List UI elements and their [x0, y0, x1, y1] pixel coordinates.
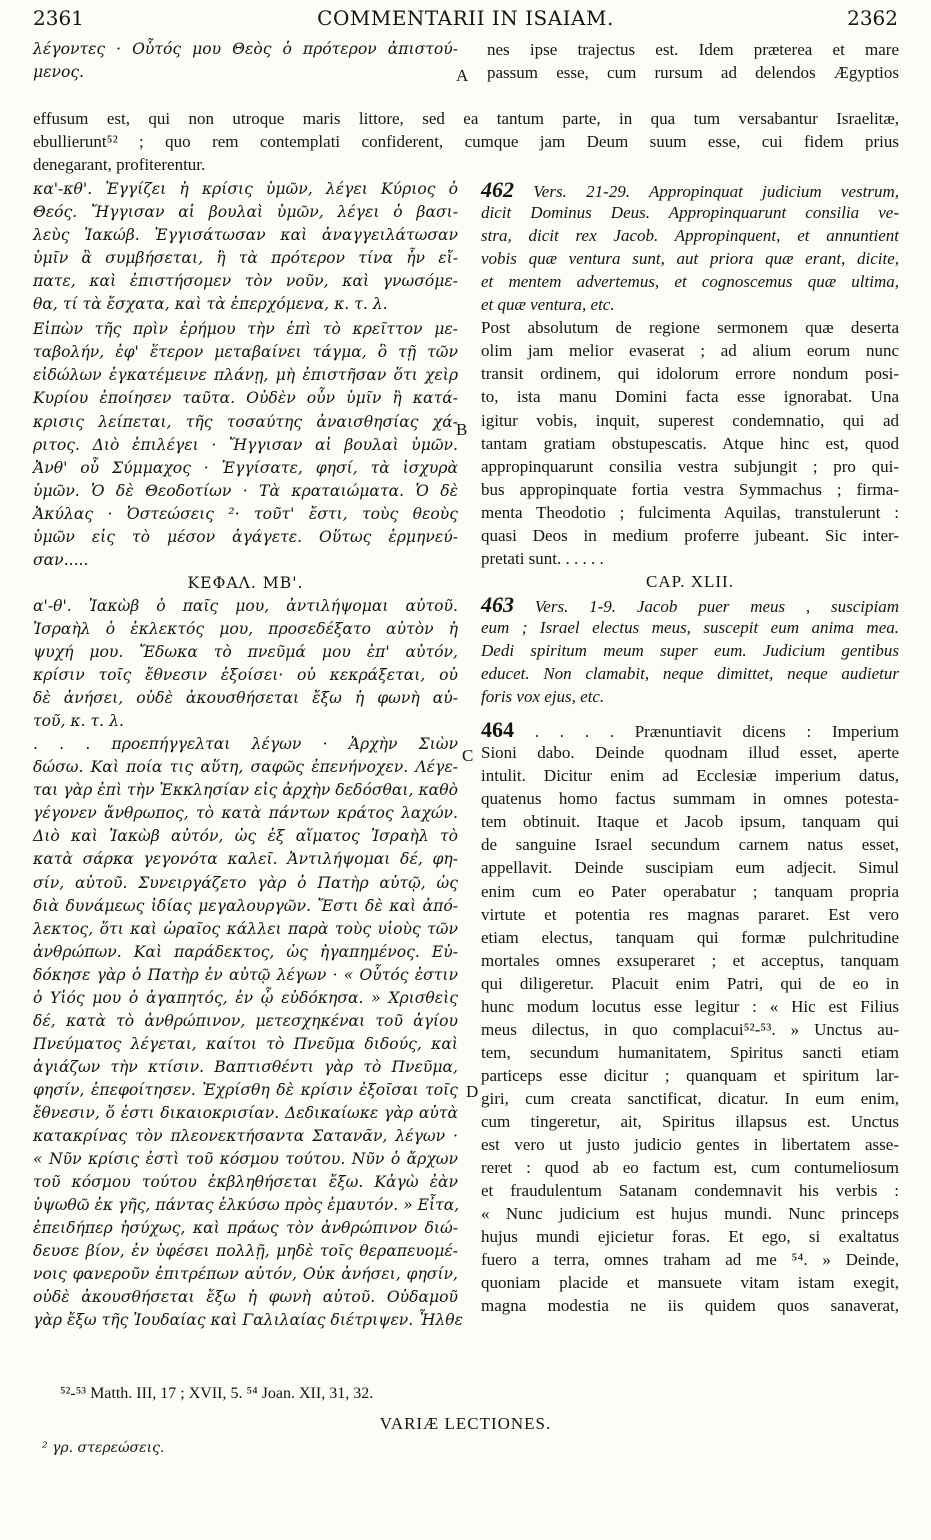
latin-line: quatenus homo factus summam in omnes potesta- — [481, 789, 899, 809]
latin-line: to, ista manu Domini facta esse ignorabat. Una — [481, 387, 899, 407]
latin-line: Sioni dabo. Deinde quodnam illud esset, aperte — [481, 743, 899, 763]
chapter-heading-latin: CAP. XLII. — [646, 571, 734, 591]
latin-line: meus dilectus, in quo complacui⁵²-⁵³. » Unctus au- — [481, 1019, 899, 1039]
latin-line: mortales omnes exsuperaret ; et acceptus, tanquam — [481, 950, 899, 970]
greek-line: τοῦ, κ. τ. λ. — [33, 712, 124, 731]
latin-line: pretati sunt. . . . . . — [481, 548, 604, 568]
greek-line: ὑμῖν ἃ συμβήσεται, ἢ τὰ πρότερον τίνα ἦν εἴ- — [33, 249, 458, 268]
latin-line: giri, cum creata sanctificat, dicatur. In eum enim, — [481, 1088, 899, 1108]
margin-letter-a: A — [456, 66, 469, 85]
greek-line: ἐπειδήπερ ἡσύχως, καὶ πράως τὸν ἀνθρώπινον διώ- — [33, 1219, 458, 1238]
footnote-references: ⁵²-⁵³ Matth. III, 17 ; XVII, 5. ⁵⁴ Joan. XII, 31, 32. — [60, 1385, 374, 1402]
latin-line: enim cum eo Pater operabatur ; tanquam propria — [481, 881, 899, 901]
latin-line: est vero ut justo judicio gentes in libertatem asse- — [481, 1135, 899, 1155]
greek-line: σίν, αὐτοῦ. Συνειργάζετο γὰρ ὁ Πατὴρ αὐτῷ, ὡς — [33, 873, 458, 892]
greek-line: λεὺς Ἰακώβ. Ἐγγισάτωσαν καὶ ἀναγγειλάτωσαν — [33, 226, 458, 245]
variae-lectiones-note: ² γρ. στερεώσεις. — [42, 1440, 165, 1456]
greek-line: φησίν, ἐπεφοίτησεν. Ἐχρίσθη δὲ κρίσιν ἐξοῖσαι τοῖς — [33, 1080, 458, 1099]
greek-line: α'-θ'. Ἰακὼβ ὁ παῖς μου, ἀντιλήψομαι αὐτοῦ. — [33, 596, 458, 615]
latin-line: cum tingeretur, ait, Spiritus illapsus est. Unctus — [481, 1112, 899, 1131]
greek-line: . . . προεπήγγελται λέγων · Ἀρχὴν Σιὼν — [33, 735, 458, 754]
greek-line: δὲ ἀνήσει, οὐδὲ ἀκουσθήσεται ἔξω ἡ φωνὴ αὐ- — [33, 689, 458, 708]
greek-line: πατε, καὶ ἐπιστήσομεν τὸν νοῦν, καὶ γνωσόμε- — [33, 272, 458, 291]
latin-line: et mentem advertemus, et cognoscemus quæ ultima, — [481, 272, 899, 292]
greek-line: ριτος. Διὸ ἐπιλέγει · Ἤγγισαν αἱ βουλαὶ ὑμῶν. — [33, 435, 458, 454]
greek-line: λεκτος, ὅτι καὶ ὡραῖος κάλλει παρὰ τοὺς υἱοὺς τῶν — [33, 919, 458, 938]
latin-line: menta Theodotio ; fulcimenta Aquilas, transtulerunt : — [481, 502, 899, 522]
greek-line: ταβολήν, ἐφ' ἕτερον μεταβαίνει τάγμα, ὃ τῇ τῶν — [33, 343, 458, 362]
latin-line: dicit Dominus Deus. Appropinquarunt consilia ve- — [481, 203, 899, 223]
greek-line: Ἀκύλας · Ὀστεώσεις ²· τοῦτ' ἔστι, τοὺς θεοὺς — [33, 504, 458, 523]
greek-line: κρισις λείπεται, τῆς τοσαύτης ἀναισθησίας χά- — [33, 412, 458, 431]
greek-line: δώσω. Καὶ ποία τις αὕτη, σαφῶς ἐπενήνοχεν. Λέγε- — [33, 758, 458, 777]
latin-line: virtute et potentia res magnas pararet. Est vero — [481, 904, 899, 924]
latin-line: tem obtinuit. Itaque et Jacob ipsum, tanquam qui — [481, 812, 899, 832]
full-width-line: effusum est, qui non utroque maris littore, sed ea tantum parte, in qua tum versabantur Israelitæ, — [33, 109, 899, 128]
latin-line: eum ; Israel electus meus, suscepit eum anima mea. — [481, 617, 899, 637]
section-number: 462 — [481, 177, 514, 202]
latin-line: Dedi spiritum meum super eum. Judicium gentibus — [481, 641, 899, 660]
greek-line: Διὸ καὶ Ἰακὼβ αὐτόν, ὡς ἐξ αἵματος Ἰσραὴλ τὸ — [33, 827, 458, 846]
greek-line: τοῦ κόσμου τούτου ἐκβληθήσεται ἔξω. Κἀγὼ ἐὰν — [33, 1173, 458, 1192]
greek-line: κατὰ σάρκα γεγονότα καλεῖ. Ἀντιλήψομαι δέ, φη- — [33, 850, 458, 869]
latin-line: nes ipse trajectus est. Idem præterea et mare — [487, 40, 899, 59]
latin-line: reret : quod ab eo factum est, cum contumeliosum — [481, 1158, 899, 1178]
greek-line: δόκησε γὰρ ὁ Πατὴρ ἐν αὐτῷ λέγων · « Οὗτός ἐστιν — [33, 965, 458, 984]
latin-line: educet. Non clamabit, neque dimittet, neque audietur — [481, 664, 899, 684]
section-number: 463 — [481, 591, 514, 617]
latin-line: intulit. Dicitur enim ad Ecclesiæ imperium datus, — [481, 766, 899, 786]
greek-line: διὰ δυνάμεως ἰδίας μεγαλουργῶν. Ἔστι δὲ καὶ ἀπό- — [33, 896, 458, 915]
latin-line: hujus mundi ejicietur foras. Et ego, si exaltatus — [481, 1227, 899, 1247]
greek-line: κατακρίνας τὸν πλεονεκτήσαντα Σατανᾶν, λέγων · — [33, 1127, 458, 1146]
greek-line: Ἰσραὴλ ὁ ἐκλεκτός μου, προσεδέξατο αὐτὸν ἡ — [33, 619, 458, 638]
greek-line: Θεός. Ἤγγισαν αἱ βουλαὶ ὑμῶν, λέγει ὁ βασι- — [33, 203, 458, 222]
full-width-line: denegarant, profiterentur. — [33, 155, 206, 174]
latin-line: particeps esse dicitur ; quanquam et spiritum lar- — [481, 1065, 899, 1085]
greek-line: Κυρίου ἐποίησεν ταῦτα. Οὐδὲν οὖν ὑμῖν ἢ κατά- — [33, 389, 458, 408]
greek-line: ἔθνεσιν, ὅ ἐστι δικαιοκρισίαν. Δεδικαίωκε γὰρ αὐτὰ — [33, 1104, 458, 1122]
latin-line: qui diligeretur. Placuit enim Patri, qui de eo in — [481, 973, 899, 993]
margin-letter-b: B — [456, 420, 468, 439]
latin-line: fuero a terra, omnes traham ad me ⁵⁴. » Deinde, — [481, 1250, 899, 1270]
greek-line: θα, τί τὰ ἔσχατα, καὶ τὰ ἐπερχόμενα, κ. τ. λ. — [33, 295, 388, 314]
greek-line: ἁγιάζων τὴν κτίσιν. Βαπτισθέντι γὰρ τὸ Πνεῦμα, — [33, 1057, 458, 1076]
greek-line: Πνεύματος λέγεται, καίτοι τὸ Πνεῦμα διδούς, καὶ — [33, 1034, 458, 1053]
latin-line: Post absolutum de regione sermonem quæ deserta — [481, 318, 899, 338]
latin-section-line: 464 . . . . Prænuntiavit dicens : Imperium — [481, 717, 899, 743]
latin-line: hunc modum locutus esse legitur : « Hic est Filius — [481, 996, 899, 1016]
greek-line: ὑμῶν. Ὁ δὲ Θεοδοτίων · Τὰ κραταιώματα. Ὁ δὲ — [33, 481, 458, 500]
greek-line: μενος. — [33, 63, 85, 81]
variae-lectiones-title: VARIÆ LECTIONES. — [379, 1414, 552, 1433]
chapter-heading-greek: ΚΕΦΑΛ. ΜΒ'. — [187, 573, 304, 592]
latin-line: passum esse, cum rursum ad delendos Ægyptios — [487, 63, 899, 82]
greek-line: ψυχή μου. Ἔδωκα τὸ πνεῦμά μου ἐπ' αὐτόν, — [33, 643, 458, 661]
greek-line: δευσε βίον, ἐν ὑφέσει πολλῇ, μηδὲ τοῖς θεραπευομέ- — [33, 1242, 458, 1261]
greek-line: ὁ Υἱός μου ὁ ἀγαπητός, ἐν ᾧ εὐδόκησα. » Χρισθεὶς — [33, 988, 458, 1007]
greek-line: « Νῦν κρίσις ἐστὶ τοῦ κόσμου τούτου. Νῦν ὁ ἄρχων — [33, 1150, 458, 1169]
latin-line: de sanguine Israel secundum carnem natus esset, — [481, 835, 899, 855]
greek-line: σαν..... — [33, 550, 89, 569]
margin-letter-c: C — [462, 746, 474, 765]
latin-line: igitur vobis, inquit, superest condemnatio, qui ad — [481, 410, 899, 430]
latin-line: quoniam placide et mansuete vitam istam exegit, — [481, 1273, 899, 1293]
latin-line: et fraudulentum Satanam condemnavit his verbis : — [481, 1181, 899, 1201]
latin-section-line: 462 Vers. 21-29. Appropinquat judicium vestrum, — [481, 177, 899, 202]
latin-line: vobis quæ ventura sunt, aut priora quæ erant, dicite, — [481, 249, 899, 269]
latin-line: magna modestia ne iis quidem quos sanaverat, — [481, 1296, 899, 1316]
latin-line: appellavit. Deinde suscipiam eum adjecit. Simul — [481, 858, 899, 878]
latin-line: olim jam melior evaserat ; ad alium eorum nunc — [481, 341, 899, 361]
full-width-line: ebullierunt⁵² ; quo rem contemplati confiderent, cumque jam Deum suum esse, cui fidem prius — [33, 132, 899, 151]
greek-line: κρίσιν τοῖς ἔθνεσιν ἐξοίσει· οὐ κεκράξεται, οὐ — [33, 666, 458, 685]
greek-line: Ἀνθ' οὗ Σύμμαχος · Ἐγγίσατε, φησί, τὰ ἰσχυρὰ — [33, 458, 458, 477]
greek-line: λέγοντες · Οὗτός μου Θεὸς ὁ πρότερον ἀπιστού- — [33, 40, 458, 58]
latin-line: stra, dicit rex Jacob. Appropinquent, et annuntient — [481, 226, 899, 246]
latin-line: bus appropinquate fortia vestra Symmachus ; firma- — [481, 479, 899, 499]
latin-line: appropinquarunt consilia vestra subjungit ; pro qui- — [481, 456, 899, 476]
margin-letter-d: D — [466, 1082, 479, 1101]
running-title: COMMENTARII IN ISAIAM. — [317, 6, 614, 30]
greek-line: νοις φανεροῦν ἐπιτρέπων αὐτόν, Οὐκ ἀνήσει, φησίν, — [33, 1265, 458, 1284]
greek-line: δέ, κατὰ τὸ ἀνθρώπινον, μετεσχηκέναι τοῦ ἁγίου — [33, 1011, 458, 1030]
latin-line: etiam electus, tanquam qui formæ pulchritudine — [481, 927, 899, 947]
greek-line: οὐδὲ ἀκουσθήσεται ἔξω ἡ φωνὴ αὐτοῦ. Οὐδαμοῦ — [33, 1288, 458, 1307]
latin-line: quasi Deos in medium proferre jubeant. Sic inter- — [481, 525, 899, 545]
greek-line: ὑμῶν εἰς τὸ μέσον ἀγάγετε. Οὕτως ἑρμηνεύ- — [33, 527, 458, 546]
latin-line: « Nunc judicium est hujus mundi. Nunc princeps — [481, 1204, 899, 1224]
page-number-left: 2361 — [33, 6, 84, 30]
latin-line: tantam gratiam obstupescatis. Atque hinc est, quod — [481, 433, 899, 453]
greek-line: Εἰπὼν τῆς πρὶν ἐρήμου τὴν ἐπὶ τὸ κρεῖττον με- — [33, 320, 458, 339]
latin-line: foris vox ejus, etc. — [481, 687, 605, 707]
latin-line: et quæ ventura, etc. — [481, 295, 615, 315]
latin-line: tem, secundum humanitatem, Spiritus sancti etiam — [481, 1042, 899, 1062]
greek-line: ἀνθρώπων. Καὶ παράδεκτος, ὡς ἠγαπημένος. Εὐ- — [33, 942, 458, 961]
greek-line: ὑψωθῶ ἐκ γῆς, πάντας ἑλκύσω πρὸς ἐμαυτόν. » Εἶτα, — [33, 1196, 460, 1215]
running-header — [33, 6, 898, 36]
page-number-right: 2362 — [847, 6, 898, 30]
greek-line: κα'-κθ'. Ἐγγίζει ἡ κρίσις ὑμῶν, λέγει Κύριος ὁ — [33, 180, 458, 198]
latin-line: transit ordinem, qui idolorum errore nondum posi- — [481, 364, 899, 384]
greek-line: εἰδώλων ἐγκατέμεινε πλάνῃ, μὴ ἐπιστῆσαν ὅτι χεὶρ — [33, 366, 458, 385]
greek-line: γέγονεν ἄνθρωπος, τὸ κατὰ πάντων κράτος λαχών. — [33, 804, 458, 823]
greek-line: ται γὰρ ἐπὶ τὴν Ἐκκλησίαν εἰς ἀρχὴν δεδόσθαι, καθὸ — [33, 781, 458, 800]
greek-line: γὰρ ἔξω τῆς Ἰουδαίας καὶ Γαλιλαίας διέτριψεν. Ἦλθε — [33, 1311, 463, 1330]
section-number: 464 — [481, 717, 514, 743]
latin-section-line: 463 Vers. 1-9. Jacob puer meus , suscipiam — [481, 591, 899, 617]
